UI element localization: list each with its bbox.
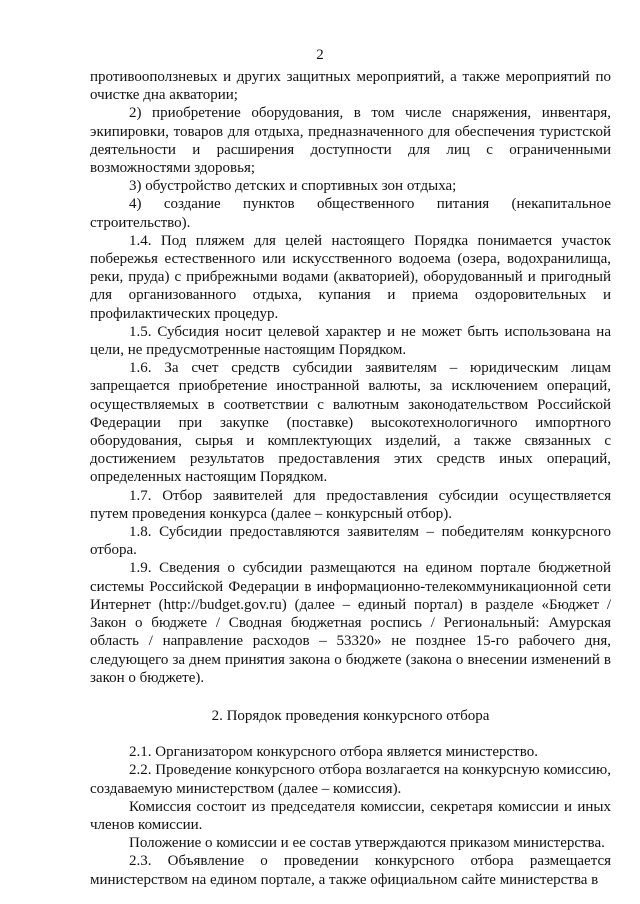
section-heading: 2. Порядок проведения конкурсного отбора: [211, 707, 490, 724]
paragraph: 1.6. За счет средств субсидии заявителям – юридическим лицам запрещается приобретение иностранной валюты, за исключением операций, осуществляемых в соответствии с валютным законодательством Российской Федерации при закупке (поставке) высокотехнологичного импортного оборудования, сырья и комплектующих изделий, а также связанных с достижением результатов предоставления этих средств иных операций, определенных настоящим Порядком.: [90, 360, 611, 486]
section-1-continuation: [90, 68, 611, 687]
section-2-body: [90, 743, 611, 889]
paragraph: 2) приобретение оборудования, в том числе снаряжения, инвентаря, экипировки, товаров для отдыха, предназначенного для обеспечения туристской деятельности и расширения доступности для лиц с ограниченными возможностями здоровья;: [90, 105, 611, 177]
document-body: [90, 68, 611, 889]
paragraph: 1.7. Отбор заявителей для предоставления субсидии осуществляется путем проведения конкурса (далее – конкурсный отбор).: [90, 487, 611, 522]
paragraph: 1.4. Под пляжем для целей настоящего Порядка понимается участок побережья естественного или искусственного водоема (озера, водохранилища, реки, пруда) с прибрежными водами (акваторией), оборудованный и пригодный для организованного отдыха, купания и приема оздоровительных и профилактических процедур.: [90, 232, 611, 322]
paragraph: 4) создание пунктов общественного питания (некапитальное строительство).: [90, 196, 611, 231]
paragraph: Положение о комиссии и ее состав утверждаются приказом министерства.: [129, 835, 605, 852]
paragraph: 2.3. Объявление о проведении конкурсного отбора размещается министерством на едином портале, а также официальном сайте министерства в: [90, 853, 611, 888]
page-number: 2: [316, 47, 324, 63]
paragraph: 2.2. Проведение конкурсного отбора возлагается на конкурсную комиссию, создаваемую министерством (далее – комиссия).: [90, 762, 611, 797]
paragraph: 1.5. Субсидия носит целевой характер и не может быть использована на цели, не предусмотренные настоящим Порядком.: [90, 323, 611, 359]
paragraph: противооползневых и других защитных мероприятий, а также мероприятий по очистке дна акватории;: [90, 69, 611, 104]
paragraph: 1.9. Сведения о субсидии размещаются на едином портале бюджетной системы Российской Федерации в информационно-телекоммуникационной сети Интернет (http://budget.gov.ru) (далее – единый портал) в разделе «Бюджет / Закон о бюджете / Сводная бюджетная роспись / Региональный: Амурская область / направление расходов – 53320» не позднее 15-го рабочего дня, следующего за днем принятия закона о бюджете (закона о внесении изменений в закон о бюджете).: [90, 560, 611, 686]
paragraph: Комиссия состоит из председателя комиссии, секретаря комиссии и иных членов комиссии.: [90, 798, 611, 833]
paragraph: 3) обустройство детских и спортивных зон отдыха;: [129, 178, 457, 195]
paragraph: 1.8. Субсидии предоставляются заявителям – победителям конкурсного отбора.: [90, 524, 611, 559]
paragraph: 2.1. Организатором конкурсного отбора является министерство.: [129, 744, 538, 761]
